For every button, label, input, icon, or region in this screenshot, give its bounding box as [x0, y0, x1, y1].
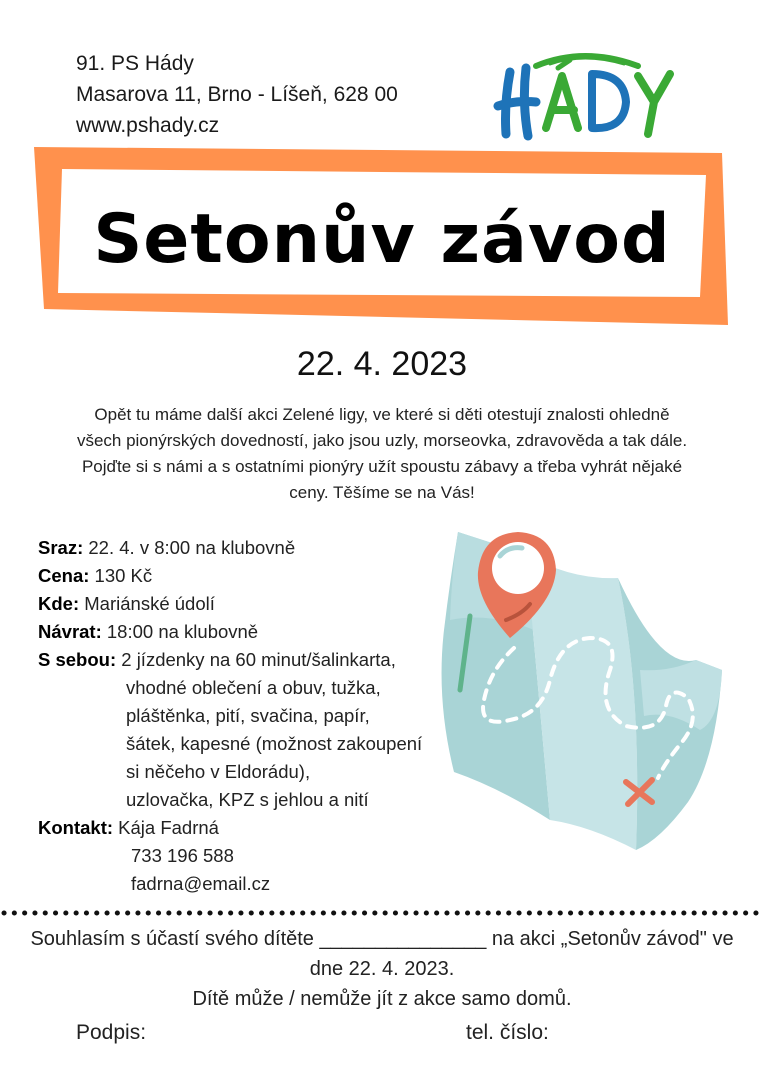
info-price: [38, 562, 422, 590]
consent-text: [0, 924, 764, 1014]
dotted-separator: [0, 906, 764, 920]
info-bring-line: vhodné oblečení a obuv, tužka,: [126, 677, 381, 698]
consent-line: Dítě může / nemůže jít z akce samo domů.: [192, 988, 572, 1010]
intro-line: Pojďte si s námi a s ostatními pionýry užít spoustu zábavy a třeba vyhrát nějaké: [81, 457, 683, 476]
event-date: 22. 4. 2023: [296, 345, 468, 383]
phone-field: tel. číslo:: [466, 1021, 549, 1044]
info-value: Mariánské údolí: [79, 593, 215, 614]
info-meeting: [38, 534, 422, 562]
contact-phone: 733 196 588: [131, 845, 234, 866]
info-value: 2 jízdenky na 60 minut/šalinkarta,: [116, 649, 396, 670]
info-label: Kde:: [38, 593, 80, 614]
info-value: 22. 4. v 8:00 na klubovně: [83, 537, 296, 558]
info-place: [38, 590, 422, 618]
contact-name: Kája Fadrná: [113, 817, 219, 838]
event-description: [40, 402, 724, 506]
info-bring-line: šátek, kapesné (možnost zakoupení: [126, 733, 423, 754]
consent-line: dne 22. 4. 2023.: [309, 958, 455, 980]
org-address: Masarova 11, Brno - Líšeň, 628 00: [76, 83, 398, 106]
intro-line: ceny. Těšíme se na Vás!: [289, 483, 475, 502]
hady-logo: [488, 44, 678, 144]
info-label: Kontakt:: [38, 817, 114, 838]
map-pin-icon: [430, 520, 730, 850]
intro-line: všech pionýrských dovedností, jako jsou uzly, morseovka, zdravověda a tak dále.: [76, 431, 688, 450]
intro-line: Opět tu máme další akci Zelené ligy, ve které si děti otestují znalosti ohledně: [94, 405, 670, 424]
info-bring: [38, 646, 422, 674]
org-name: 91. PS Hády: [76, 52, 194, 75]
info-label: Sraz:: [38, 537, 84, 558]
org-website: www.pshady.cz: [76, 114, 220, 137]
info-bring-line: si něčeho v Eldorádu),: [126, 761, 311, 782]
event-title: Setonův závod: [93, 200, 671, 279]
info-bring-line: pláštěnka, pití, svačina, papír,: [126, 705, 370, 726]
event-info: [38, 534, 422, 898]
organization-header: [76, 48, 398, 141]
info-contact: [38, 814, 422, 842]
signature-field: Podpis:: [76, 1021, 147, 1044]
info-bring-line: uzlovačka, KPZ s jehlou a nití: [126, 789, 369, 810]
info-value: 130 Kč: [89, 565, 153, 586]
info-return: [38, 618, 422, 646]
info-value: 18:00 na klubovně: [101, 621, 259, 642]
consent-line: Souhlasím s účastí svého dítěte _______________ na akci „Setonův závod" ve: [30, 928, 734, 950]
info-label: S sebou:: [38, 649, 117, 670]
contact-email: fadrna@email.cz: [131, 873, 271, 894]
info-label: Návrat:: [38, 621, 102, 642]
info-label: Cena:: [38, 565, 90, 586]
